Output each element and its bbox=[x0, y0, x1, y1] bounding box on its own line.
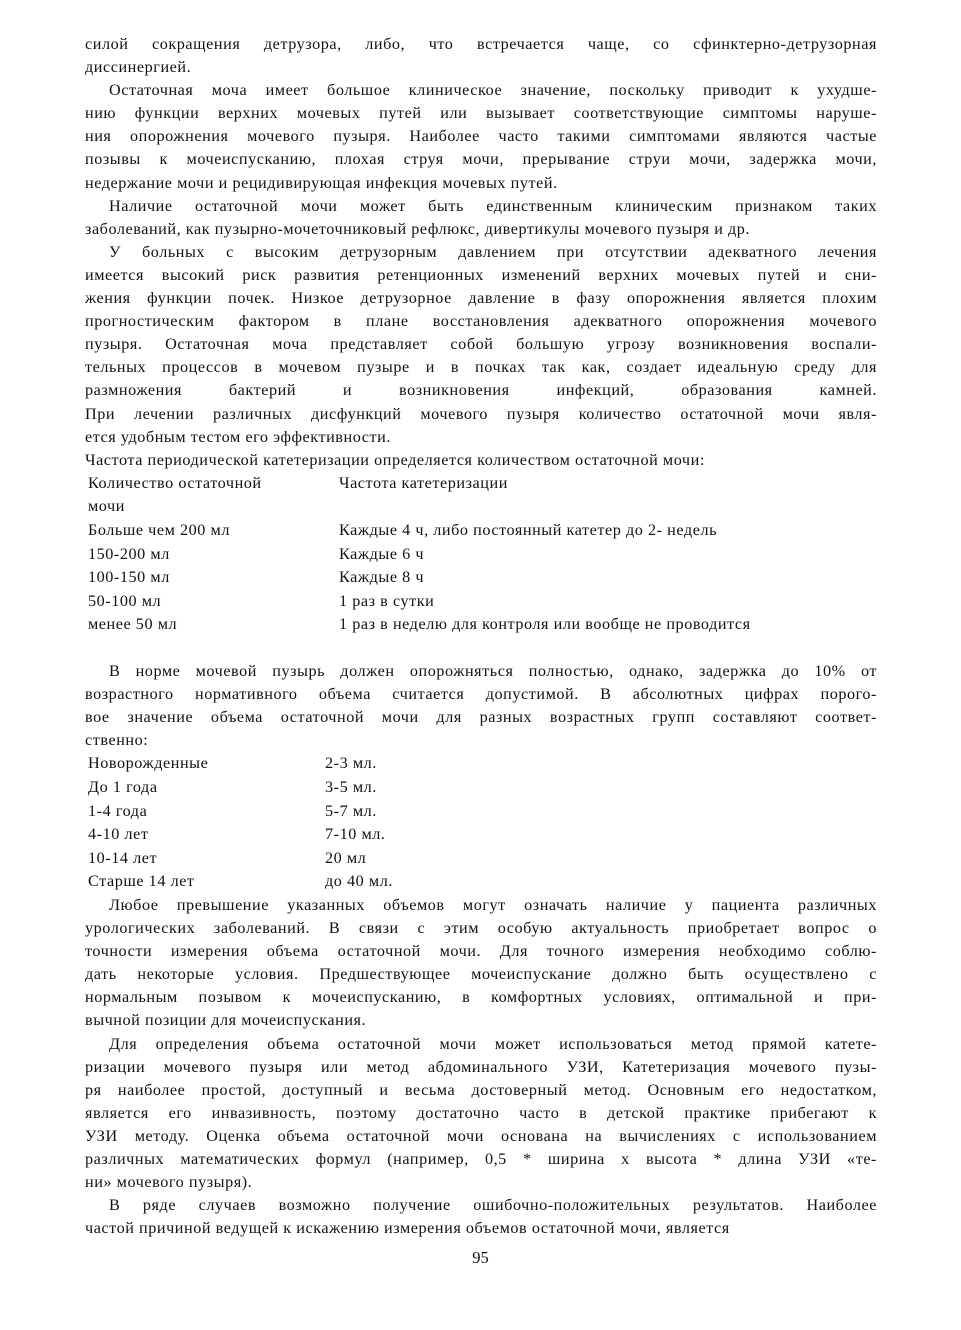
text-line: тельных процессов в мочевом пузыре и в почках так как, создает идеальную среду для bbox=[85, 358, 877, 377]
table-row bbox=[85, 590, 877, 614]
page-body bbox=[85, 33, 877, 1240]
text-line: дать некоторые условия. Предшествующее мочеиспускание должно быть осуществлено с bbox=[85, 965, 877, 984]
header-residual-volume: Количество остаточной bbox=[88, 473, 262, 492]
text-line: диссинергией. bbox=[85, 58, 192, 77]
text-line: позывы к мочеиспусканию, плохая струя мочи, прерывание струи мочи, задержка мочи, bbox=[85, 150, 877, 169]
text-line: заболеваний, как пузырно-мочеточниковый рефлюкс, дивертикулы мочевого пузыря и др. bbox=[85, 219, 751, 238]
text-line: прогностическим фактором в плане восстановления адекватного опорожнения мочевого bbox=[85, 312, 877, 331]
text-line: Любое превышение указанных объемов могут означать наличие у пациента различных bbox=[109, 895, 877, 914]
table-cell-value: 20 мл bbox=[325, 848, 367, 867]
header-frequency: Частота катетеризации bbox=[339, 473, 508, 492]
text-line: Частота периодической катетеризации определяется количеством остаточной мочи: bbox=[85, 450, 705, 469]
text-line: является его инвазивность, поэтому достаточно часто в детской практике прибегают к bbox=[85, 1103, 877, 1122]
table-cell-value: Каждые 4 ч, либо постоянный катетер до 2- недель bbox=[339, 520, 718, 539]
text-line: У больных с высоким детрузорным давлением при отсутствии адекватного лечения bbox=[109, 242, 877, 261]
table-cell-value: до 40 мл. bbox=[325, 872, 393, 891]
table-row bbox=[85, 870, 877, 894]
table-cell-value: 7-10 мл. bbox=[325, 825, 386, 844]
table-cell-value: 1 раз в неделю для контроля или вообще не проводится bbox=[339, 615, 751, 634]
text-line: возрастного нормативного объема считается допустимой. В абсолютных цифрах порого- bbox=[85, 685, 877, 704]
text-line: ни» мочевого пузыря). bbox=[85, 1173, 253, 1192]
table-cell-label: Больше чем 200 мл bbox=[88, 520, 230, 539]
table-cell-label: 4-10 лет bbox=[88, 825, 149, 844]
table-row bbox=[85, 566, 877, 590]
table-row bbox=[85, 543, 877, 567]
catheterization-table bbox=[85, 472, 877, 637]
text-line: силой сокращения детрузора, либо, что встречается чаще, со сфинктерно-детрузорная bbox=[85, 35, 877, 53]
table-cell-value: Каждые 6 ч bbox=[339, 544, 425, 563]
table-cell-value: 3-5 мл. bbox=[325, 778, 377, 796]
table-cell-label: 100-150 мл bbox=[88, 568, 170, 587]
text-section-measurement bbox=[85, 894, 877, 1240]
text-line: вычной позиции для мочеиспускания. bbox=[85, 1011, 367, 1030]
header-residual-volume-cont: мочи bbox=[88, 497, 125, 516]
table-row bbox=[85, 800, 877, 824]
table-cell-label: 10-14 лет bbox=[88, 848, 158, 867]
text-line: нормальным позывом к мочеиспусканию, в комфортных условиях, оптимальной и при- bbox=[85, 988, 877, 1007]
text-line: нию функции верхних мочевых путей или вызывает соответствующие симптомы наруше- bbox=[85, 104, 877, 123]
text-section-norm bbox=[85, 660, 877, 752]
age-threshold-table bbox=[85, 752, 877, 894]
text-line: Остаточная моча имеет большое клиническое значение, поскольку приводит к ухудше- bbox=[109, 81, 877, 100]
table-row bbox=[85, 823, 877, 847]
text-line: имеется высокий риск развития ретенционных изменений верхних мочевых путей и сни- bbox=[85, 265, 877, 284]
text-line: В ряде случаев возможно получение ошибочно-положительных результатов. Наиболее bbox=[109, 1196, 877, 1215]
table-cell-label: До 1 года bbox=[88, 778, 158, 796]
text-line: размножения бактерий и возникновения инфекций, образования камней. bbox=[85, 381, 877, 400]
text-line: точности измерения объема остаточной мочи. Для точного измерения необходимо соблю- bbox=[85, 942, 877, 961]
text-line: Для определения объема остаточной мочи может использоваться метод прямой катете- bbox=[109, 1034, 877, 1053]
page-number: 95 bbox=[472, 1248, 489, 1267]
text-line: ризации мочевого пузыря или метод абдоминального УЗИ, Катетеризация мочевого пузы- bbox=[85, 1057, 877, 1076]
table-cell-label: 1-4 года bbox=[88, 801, 148, 820]
text-line: ния опорожнения мочевого пузыря. Наиболее часто такими симптомами являются частые bbox=[85, 127, 877, 146]
text-section-intro bbox=[85, 33, 877, 472]
text-line: частой причиной ведущей к искажению измерения объемов остаточной мочи, является bbox=[85, 1219, 730, 1238]
text-line: ственно: bbox=[85, 731, 149, 750]
table-cell-label: менее 50 мл bbox=[88, 615, 178, 634]
text-line: различных математических формул (например, 0,5 * ширина х высота * длина УЗИ «те- bbox=[85, 1150, 877, 1168]
text-line: вое значение объема остаточной мочи для разных возрастных групп составляют соответ- bbox=[85, 708, 877, 727]
table-row bbox=[85, 847, 877, 871]
text-line: В норме мочевой пузырь должен опорожняться полностью, однако, задержка до 10% от bbox=[109, 662, 877, 681]
text-line: Наличие остаточной мочи может быть единственным клиническим признаком таких bbox=[109, 196, 877, 215]
table-row bbox=[85, 752, 877, 776]
table-cell-value: 5-7 мл. bbox=[325, 801, 377, 820]
text-line: жения функции почек. Низкое детрузорное давление в фазу опорожнения является плохим bbox=[85, 289, 877, 308]
text-line: пузыря. Остаточная моча представляет собой большую угрозу возникновения воспали- bbox=[85, 335, 877, 354]
text-line: ря наиболее простой, доступный и весьма достоверный метод. Основным его недостатком, bbox=[85, 1080, 877, 1099]
text-line: УЗИ методу. Оценка объема остаточной мочи основана на вычислениях с использованием bbox=[85, 1126, 877, 1145]
text-line: урологических заболеваний. В связи с этим особую актуальность приобретает вопрос о bbox=[85, 919, 877, 938]
table-cell-label: Старше 14 лет bbox=[88, 872, 195, 891]
table-row bbox=[85, 613, 877, 637]
table-header-continued bbox=[85, 495, 877, 519]
text-line: При лечении различных дисфункций мочевого пузыря количество остаточной мочи явля- bbox=[85, 404, 877, 423]
table-cell-value: 1 раз в сутки bbox=[339, 591, 435, 610]
table-cell-label: 150-200 мл bbox=[88, 544, 170, 563]
table-cell-value: Каждые 8 ч bbox=[339, 568, 425, 587]
spacer bbox=[85, 637, 877, 660]
table-row bbox=[85, 519, 877, 543]
table-cell-value: 2-3 мл. bbox=[325, 754, 377, 773]
table-header bbox=[85, 472, 877, 496]
table-cell-label: 50-100 мл bbox=[88, 591, 162, 610]
table-cell-label: Новорожденные bbox=[88, 754, 209, 773]
text-line: ется удобным тестом его эффективности. bbox=[85, 427, 391, 446]
text-line: недержание мочи и рецидивирующая инфекция мочевых путей. bbox=[85, 173, 558, 192]
table-row bbox=[85, 776, 877, 800]
